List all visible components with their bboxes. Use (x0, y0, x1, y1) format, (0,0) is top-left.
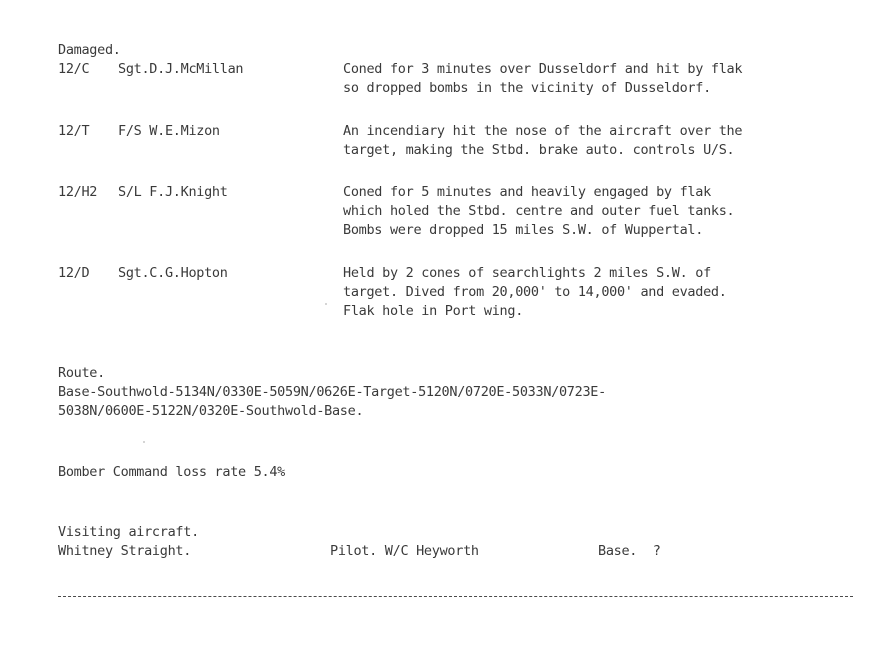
dashed-divider (58, 596, 853, 597)
visiting-base: Base. ? (598, 543, 661, 559)
visiting-aircraft-name: Whitney Straight. (58, 543, 192, 559)
crew-name: F/S W.E.Mizon (118, 123, 220, 139)
visiting-pilot: Pilot. W/C Heyworth (330, 543, 479, 559)
damage-description (343, 264, 727, 321)
crew-name: Sgt.D.J.McMillan (118, 61, 244, 77)
aircraft-code: 12/T (58, 123, 90, 139)
visiting-aircraft-row (0, 542, 871, 561)
section-heading-damaged: Damaged. (58, 42, 121, 58)
description-line: Coned for 5 minutes and heavily engaged by flak (343, 184, 711, 200)
description-line: so dropped bombs in the vicinity of Dusseldorf. (343, 80, 711, 96)
damage-description (343, 183, 734, 240)
description-line: An incendiary hit the nose of the aircraft over the (343, 123, 743, 139)
description-line: target. Dived from 20,000' to 14,000' and evaded. (343, 284, 727, 300)
paper-speck (325, 303, 327, 305)
damage-description (343, 60, 742, 98)
description-line: Flak hole in Port wing. (343, 303, 524, 319)
aircraft-code: 12/D (58, 265, 90, 281)
section-heading-route: Route. (58, 365, 105, 381)
crew-name: Sgt.C.G.Hopton (118, 265, 228, 281)
description-line: which holed the Stbd. centre and outer fuel tanks. (343, 203, 735, 219)
loss-rate-text: Bomber Command loss rate 5.4% (58, 464, 286, 480)
section-heading-visiting: Visiting aircraft. (58, 524, 199, 540)
route-line: Base-Southwold-5134N/0330E-5059N/0626E-Target-5120N/0720E-5033N/0723E- (58, 384, 606, 400)
description-line: Coned for 3 minutes over Dusseldorf and hit by flak (343, 61, 743, 77)
paper-speck (143, 441, 145, 443)
description-line: Held by 2 cones of searchlights 2 miles S.W. of (343, 265, 711, 281)
route-line: 5038N/0600E-5122N/0320E-Southwold-Base. (58, 403, 364, 419)
description-line: Bombs were dropped 15 miles S.W. of Wuppertal. (343, 222, 704, 238)
description-line: target, making the Stbd. brake auto. controls U/S. (343, 142, 735, 158)
aircraft-code: 12/H2 (58, 184, 98, 200)
aircraft-code: 12/C (58, 61, 90, 77)
damage-description (343, 122, 742, 160)
crew-name: S/L F.J.Knight (118, 184, 228, 200)
